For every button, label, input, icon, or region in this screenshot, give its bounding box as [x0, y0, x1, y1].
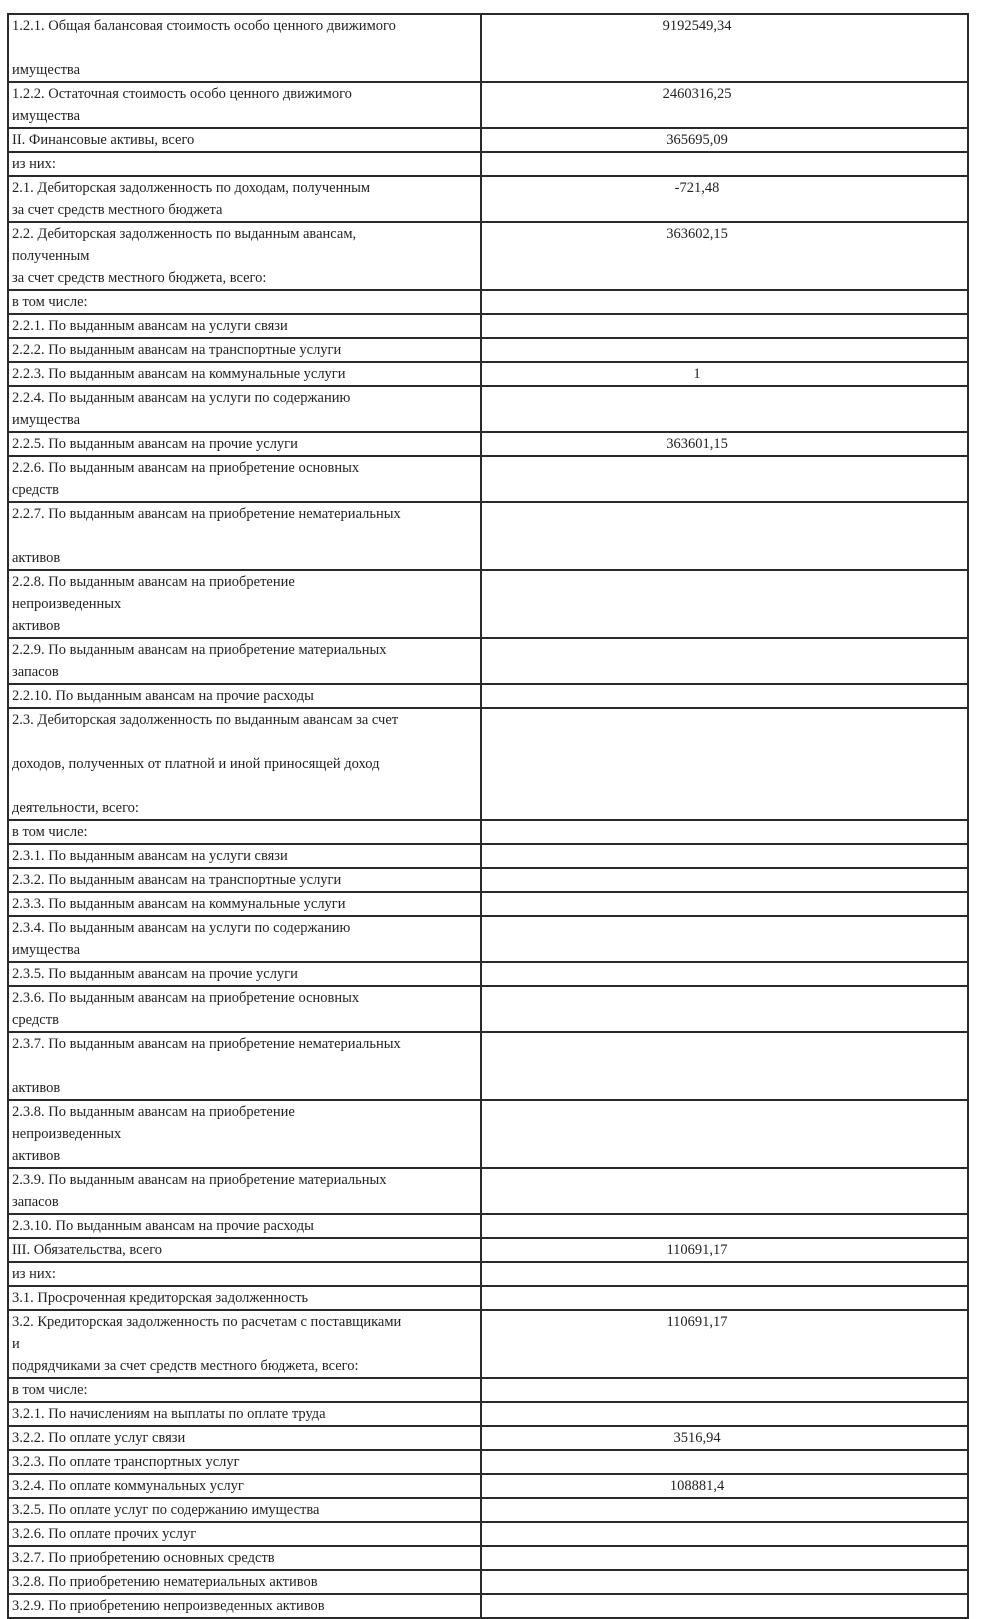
row-value-cell — [481, 570, 968, 638]
row-value: 110691,17 — [666, 1242, 728, 1258]
row-label: 2.3.1. По выданным авансам на услуги связи — [12, 848, 288, 864]
row-value-cell — [481, 14, 968, 82]
row-label-cell — [8, 986, 481, 1032]
row-label-cell — [8, 570, 481, 638]
row-value-cell — [481, 128, 968, 152]
row-value-cell — [481, 1450, 968, 1474]
row-label: 3.2.6. По оплате прочих услуг — [12, 1526, 197, 1542]
row-label: 1.2.1. Общая балансовая стоимость особо ценного движимого имущества — [12, 18, 396, 78]
row-value-cell — [481, 432, 968, 456]
table-row — [8, 1168, 968, 1214]
row-value: 2460316,25 — [662, 86, 732, 102]
row-label-cell — [8, 1498, 481, 1522]
row-label-cell — [8, 222, 481, 290]
row-label: III. Обязательства, всего — [12, 1242, 163, 1258]
table-row — [8, 222, 968, 290]
financial-indicators-table — [7, 13, 969, 1619]
row-value-cell — [481, 338, 968, 362]
row-value-cell — [481, 222, 968, 290]
row-label: 2.3.8. По выданным авансам на приобретение непроизведенных активов — [12, 1104, 295, 1164]
row-label: 2.2.10. По выданным авансам на прочие расходы — [12, 688, 314, 704]
row-value-cell — [481, 1378, 968, 1402]
row-label-cell — [8, 1426, 481, 1450]
table-row — [8, 892, 968, 916]
row-label: 3.2.4. По оплате коммунальных услуг — [12, 1478, 244, 1494]
table-row — [8, 1426, 968, 1450]
row-value-cell — [481, 1214, 968, 1238]
table-row — [8, 456, 968, 502]
table-row — [8, 502, 968, 570]
row-label-cell — [8, 684, 481, 708]
row-value-cell — [481, 1570, 968, 1594]
row-label-cell — [8, 1262, 481, 1286]
row-value-cell — [481, 986, 968, 1032]
row-label-cell — [8, 502, 481, 570]
row-value-cell — [481, 1032, 968, 1100]
table-row — [8, 570, 968, 638]
table-row — [8, 152, 968, 176]
row-label: 2.3.10. По выданным авансам на прочие расходы — [12, 1218, 314, 1234]
table-row — [8, 638, 968, 684]
row-label: 2.2.7. По выданным авансам на приобретение нематериальных активов — [12, 506, 401, 566]
row-label: 2.3.4. По выданным авансам на услуги по содержанию имущества — [12, 920, 351, 958]
table-row — [8, 128, 968, 152]
row-label-cell — [8, 1310, 481, 1378]
row-value: -721,48 — [674, 180, 720, 196]
row-label-cell — [8, 844, 481, 868]
row-label-cell — [8, 708, 481, 820]
row-label-cell — [8, 1168, 481, 1214]
table-row — [8, 14, 968, 82]
row-label-cell — [8, 868, 481, 892]
row-label-cell — [8, 1032, 481, 1100]
row-label: 2.2.9. По выданным авансам на приобретение материальных запасов — [12, 642, 387, 680]
table-row — [8, 1546, 968, 1570]
row-value-cell — [481, 962, 968, 986]
row-value-cell — [481, 820, 968, 844]
row-label-cell — [8, 386, 481, 432]
table-row — [8, 1262, 968, 1286]
row-label-cell — [8, 1522, 481, 1546]
row-value: 365695,09 — [666, 132, 728, 148]
row-value-cell — [481, 708, 968, 820]
row-label-cell — [8, 1474, 481, 1498]
row-label-cell — [8, 962, 481, 986]
row-label-cell — [8, 1378, 481, 1402]
row-label-cell — [8, 638, 481, 684]
row-value-cell — [481, 456, 968, 502]
row-label: из них: — [12, 156, 56, 172]
table-row — [8, 1570, 968, 1594]
row-label: 2.1. Дебиторская задолженность по доходам, полученным за счет средств местного бюджета — [12, 180, 371, 218]
row-label: 2.3.2. По выданным авансам на транспортные услуги — [12, 872, 342, 888]
row-label-cell — [8, 82, 481, 128]
row-value: 9192549,34 — [662, 18, 732, 34]
table-row — [8, 1100, 968, 1168]
row-label: 2.3.6. По выданным авансам на приобретение основных средств — [12, 990, 360, 1028]
row-value: 1 — [693, 366, 701, 382]
row-label: 2.3.5. По выданным авансам на прочие услуги — [12, 966, 298, 982]
row-value: 3516,94 — [673, 1430, 721, 1446]
row-label: 2.3. Дебиторская задолженность по выданным авансам за счет доходов, полученных от платной и иной приносящей доход деятельности, всего: — [12, 712, 399, 816]
row-label: 3.2. Кредиторская задолженность по расчетам с поставщиками и подрядчиками за счет средств местного бюджета, всего: — [12, 1314, 402, 1374]
table-row — [8, 1214, 968, 1238]
row-label-cell — [8, 152, 481, 176]
row-label: 2.2. Дебиторская задолженность по выданным авансам, полученным за счет средств местного бюджета, всего: — [12, 226, 357, 286]
table-row — [8, 1402, 968, 1426]
row-label: 2.2.6. По выданным авансам на приобретение основных средств — [12, 460, 360, 498]
row-label: 3.2.8. По приобретению нематериальных активов — [12, 1574, 318, 1590]
table-row — [8, 290, 968, 314]
row-value-cell — [481, 1238, 968, 1262]
row-value-cell — [481, 684, 968, 708]
table-row — [8, 1032, 968, 1100]
row-value-cell — [481, 1522, 968, 1546]
row-value: 363602,15 — [666, 226, 728, 242]
table-row — [8, 916, 968, 962]
row-value-cell — [481, 290, 968, 314]
table-row — [8, 708, 968, 820]
row-value-cell — [481, 82, 968, 128]
table-row — [8, 386, 968, 432]
row-label-cell — [8, 314, 481, 338]
row-value-cell — [481, 1262, 968, 1286]
table-row — [8, 986, 968, 1032]
row-value-cell — [481, 638, 968, 684]
row-value-cell — [481, 1546, 968, 1570]
row-label-cell — [8, 820, 481, 844]
table-row — [8, 1238, 968, 1262]
row-label-cell — [8, 432, 481, 456]
row-value-cell — [481, 1100, 968, 1168]
row-label: 3.2.7. По приобретению основных средств — [12, 1550, 275, 1566]
row-value-cell — [481, 176, 968, 222]
row-label: 3.2.3. По оплате транспортных услуг — [12, 1454, 240, 1470]
row-label: 2.2.5. По выданным авансам на прочие услуги — [12, 436, 298, 452]
row-label: 2.3.3. По выданным авансам на коммунальные услуги — [12, 896, 346, 912]
row-label: 2.2.3. По выданным авансам на коммунальные услуги — [12, 366, 346, 382]
table-row — [8, 362, 968, 386]
row-value: 363601,15 — [666, 436, 728, 452]
row-label: 3.2.5. По оплате услуг по содержанию имущества — [12, 1502, 320, 1518]
table-row — [8, 176, 968, 222]
row-label-cell — [8, 1100, 481, 1168]
row-value-cell — [481, 386, 968, 432]
row-label-cell — [8, 892, 481, 916]
row-label: 2.2.2. По выданным авансам на транспортные услуги — [12, 342, 342, 358]
row-label: 3.2.9. По приобретению непроизведенных активов — [12, 1598, 325, 1614]
row-value-cell — [481, 868, 968, 892]
table-row — [8, 314, 968, 338]
row-label: 2.2.1. По выданным авансам на услуги связи — [12, 318, 288, 334]
row-value-cell — [481, 152, 968, 176]
row-label-cell — [8, 1286, 481, 1310]
row-value-cell — [481, 1402, 968, 1426]
table-row — [8, 1378, 968, 1402]
row-label-cell — [8, 1450, 481, 1474]
row-label: в том числе: — [12, 1382, 88, 1398]
row-label-cell — [8, 338, 481, 362]
row-value-cell — [481, 844, 968, 868]
table-row — [8, 844, 968, 868]
table-row — [8, 1450, 968, 1474]
table-row — [8, 1522, 968, 1546]
table-row — [8, 684, 968, 708]
row-label: в том числе: — [12, 824, 88, 840]
table-row — [8, 1286, 968, 1310]
row-value-cell — [481, 502, 968, 570]
row-value-cell — [481, 1426, 968, 1450]
row-label-cell — [8, 1570, 481, 1594]
row-label: в том числе: — [12, 294, 88, 310]
row-label-cell — [8, 14, 481, 82]
row-value-cell — [481, 362, 968, 386]
row-label: 3.1. Просроченная кредиторская задолженность — [12, 1290, 309, 1306]
row-label: 2.2.4. По выданным авансам на услуги по содержанию имущества — [12, 390, 351, 428]
row-value: 108881,4 — [669, 1478, 725, 1494]
row-label: 3.2.2. По оплате услуг связи — [12, 1430, 186, 1446]
table-row — [8, 432, 968, 456]
row-value-cell — [481, 1594, 968, 1618]
row-label: 3.2.1. По начислениям на выплаты по оплате труда — [12, 1406, 326, 1422]
row-label-cell — [8, 362, 481, 386]
table-row — [8, 1498, 968, 1522]
table-row — [8, 1474, 968, 1498]
row-label-cell — [8, 1546, 481, 1570]
table-row — [8, 820, 968, 844]
row-label-cell — [8, 128, 481, 152]
row-label: 1.2.2. Остаточная стоимость особо ценного движимого имущества — [12, 86, 352, 124]
row-value-cell — [481, 892, 968, 916]
row-value-cell — [481, 1498, 968, 1522]
row-label: II. Финансовые активы, всего — [12, 132, 195, 148]
row-label-cell — [8, 1402, 481, 1426]
row-value-cell — [481, 1474, 968, 1498]
row-label-cell — [8, 1594, 481, 1618]
table-row — [8, 962, 968, 986]
row-label-cell — [8, 176, 481, 222]
table-row — [8, 1310, 968, 1378]
row-value-cell — [481, 1310, 968, 1378]
row-value-cell — [481, 1168, 968, 1214]
row-label-cell — [8, 916, 481, 962]
row-value-cell — [481, 314, 968, 338]
balance-sheet-page — [7, 13, 967, 1619]
row-value: 110691,17 — [666, 1314, 728, 1330]
row-value-cell — [481, 1286, 968, 1310]
table-row — [8, 82, 968, 128]
row-label: 2.3.7. По выданным авансам на приобретение нематериальных активов — [12, 1036, 401, 1096]
row-label: из них: — [12, 1266, 56, 1282]
row-value-cell — [481, 916, 968, 962]
table-row — [8, 1594, 968, 1618]
table-body — [8, 14, 968, 1618]
row-label-cell — [8, 1238, 481, 1262]
row-label: 2.3.9. По выданным авансам на приобретение материальных запасов — [12, 1172, 387, 1210]
table-row — [8, 338, 968, 362]
row-label-cell — [8, 290, 481, 314]
row-label-cell — [8, 456, 481, 502]
row-label: 2.2.8. По выданным авансам на приобретение непроизведенных активов — [12, 574, 295, 634]
table-row — [8, 868, 968, 892]
row-label-cell — [8, 1214, 481, 1238]
